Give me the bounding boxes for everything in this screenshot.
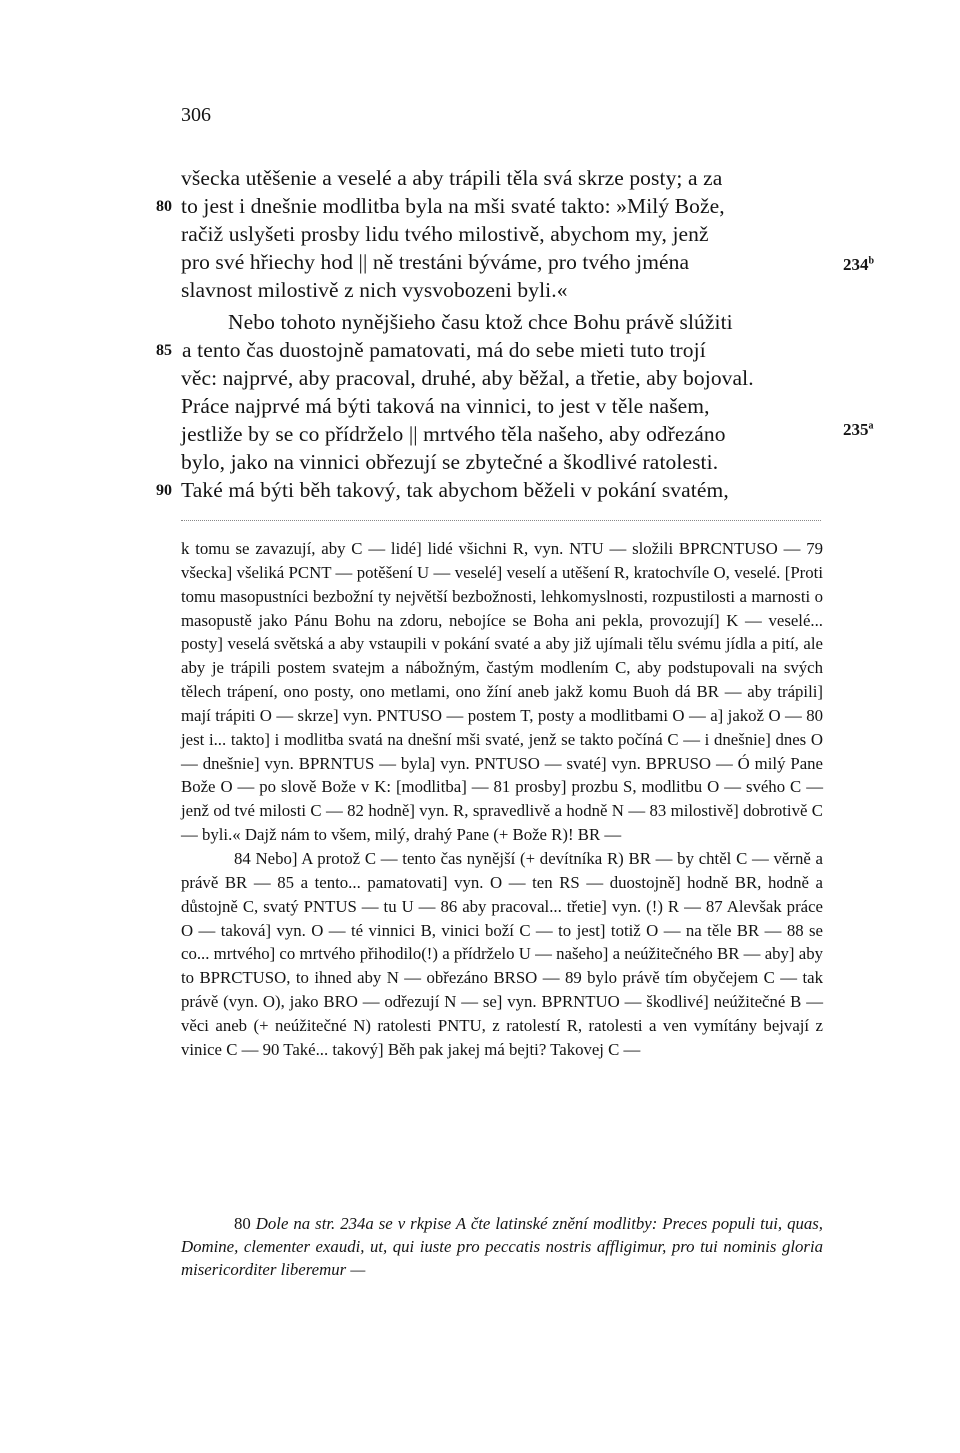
- separator-rule: [181, 520, 821, 521]
- text-line: věc: najprvé, aby pracoval, druhé, aby běžal, a třetie, aby bojoval.: [181, 366, 754, 390]
- note-number: 80: [234, 1214, 251, 1233]
- text-line: pro své hřiechy hod || ně trestáni býváme, pro tvého jména: [181, 250, 690, 274]
- text-line: a tento čas duostojně pamatovati, má do sebe mieti tuto trojí: [182, 338, 706, 362]
- text-line: jestliže by se co přídrželo || mrtvého těla našeho, aby odřezáno: [181, 422, 726, 446]
- text-line: Práce najprvé má býti taková na vinnici, to jest v těle našem,: [181, 394, 710, 418]
- apparatus-paragraph: 84 Nebo] A protož C — tento čas nynější (+ devítníka R) BR — by chtěl C — věrně a právě BR — 85 a tento... pamatovati] vyn. O — ten RS — duostojně] hodně BR, hodně a důstojně C, svatý PNTUS — tu U — 86 aby pracoval... třetie] vyn. (!) R — 87 Alevšak práce O — taková] vyn. O — té vinnici B, vinici boží C — to jest] totiž O — na těle BR — 88 se co... mrtvého] co mrtvého přihodilo(!) a přídrželo U — našeho] a neúžitečného BR — aby] aby to BPRCTUSO, to ihned aby N — obřezáno BRSO — 89 bylo právě tím obyčejem C — tak právě (vyn. O), jako BRO — odřezují N — se] vyn. BPRNTUO — škodlivé] neúžitečné B — věci aneb (+ neúžitečné N) ratolesti PNTU, z ratolestí R, ratolesti a ven vymítány bejvají z vinice C — 90 Také... takový] Běh pak jakej má bejti? Takovej C —: [181, 848, 823, 1059]
- text-line: slavnost milostivě z nich vysvobozeni byli.«: [181, 278, 568, 302]
- text-line: Nebo tohoto nynějšieho času ktož chce Bohu právě slúžiti: [228, 310, 733, 334]
- margin-ref: 234$^b$: [843, 255, 875, 274]
- text-line: všecka utěšenie a veselé a aby trápili těla svá skrze posty; a za: [181, 166, 723, 190]
- text-line: Také má býti běh takový, tak abychom běželi v pokání svatém,: [181, 478, 729, 502]
- margin-ref: 235$^a$: [843, 420, 874, 439]
- page-number: 306: [181, 104, 211, 126]
- line-number: 85: [156, 342, 172, 359]
- critical-apparatus: [181, 537, 823, 1062]
- text-line: bylo, jako na vinnici obřezují se zbytečné a škodlivé ratolesti.: [181, 450, 719, 474]
- line-number: 90: [156, 482, 172, 499]
- text-line: račiž uslyšeti prosby lidu tvého milostivě, abychom my, jenž: [181, 222, 709, 246]
- text-line: to jest i dnešnie modlitba byla na mši svaté takto: »Milý Bože,: [181, 194, 725, 218]
- apparatus-paragraph: k tomu se zavazují, aby C — lidé] lidé všichni R, vyn. NTU — složili BPRCNTUSO — 79 všecka] všeliká PCNT — potěšení U — veselé] veselí a utěšení R, kratochvíle O, veselé. [Proti tomu masopustníci bezbožní ty největší bezbožnosti, lehkomyslnosti, rozpustilosti a marnosti o masopustě jako Pánu Bohu na zdoru, nebojíce se Boha ani pekla, provozují] K — veselé... posty] veselá světská a aby vstaupili v pokání svaté a aby již ujímali tělu svému jídla a pití, ale aby je trápili postem svatejm a nábožným, častým modlením C, aby podstupovali na svých tělech trápení, ono posty, ono metlami, ono žíní aneb jakž komu Buoh dá BR — aby trápili] mají trápiti O — skrze] vyn. PNTUSO — postem T, posty a modlitbami O — a] jakož O — 80 jest i... takto] i modlitba svatá na dnešní mši svaté, jenž se takto počíná C — i dnešnie] dnes O — dnešnie] vyn. BPRNTUS — byla] vyn. PNTUSO — svaté] vyn. BPRUSO — Ó milý Pane Bože O — po slově Bože v K: [modlitba] — 81 prosby] prozbu S, modlitbu O — svého C — jenž od tvé milosti C — 82 hodně] vyn. R, spravedlivě a hodně N — 83 milostivě] dobrotivě C — byli.« Dajž nám to všem, milý, drahý Pane (+ Bože R)! BR —: [181, 539, 823, 845]
- note-latin: Preces populi tui, quas, Domine, clementer exaudi, ut, qui iuste pro peccatis nostris affligimur, pro tui nominis gloria misericorditer liberemur —: [181, 1214, 823, 1280]
- line-number: 80: [156, 198, 172, 215]
- explanatory-note: [181, 1212, 823, 1282]
- note-lead: Dole na str. 234a se v rkpise A čte latinské znění modlitby:: [255, 1214, 658, 1233]
